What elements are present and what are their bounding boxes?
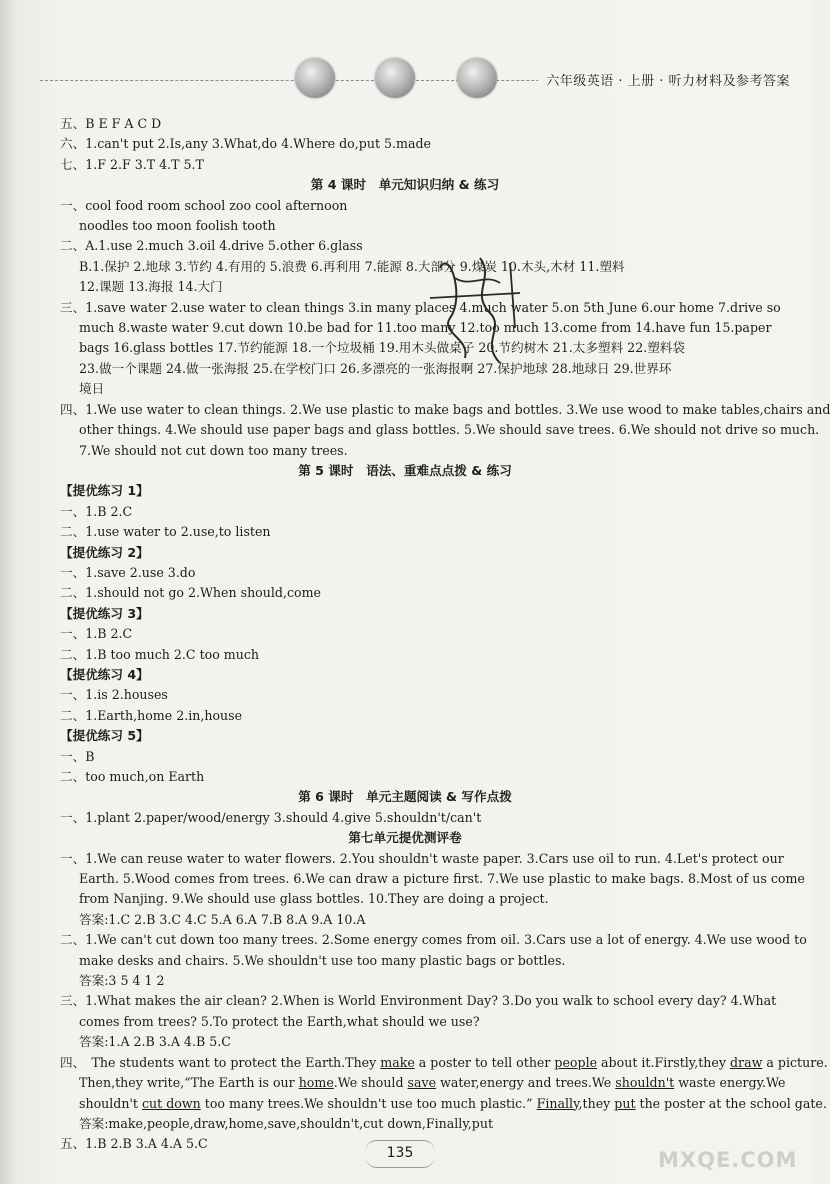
decorative-ornament-icon	[375, 58, 415, 98]
subsection-label: 【提优练习 4】	[60, 666, 149, 682]
text-line: 二、1.Earth,home 2.in,house	[60, 707, 243, 723]
underlined-answer: cut down	[142, 1095, 201, 1111]
text-line: 四、1.We use water to clean things. 2.We use plastic to make bags and bottles. 3.We use wood to make tables,chairs and	[60, 401, 830, 417]
passage-text: about it.Firstly,they	[597, 1054, 730, 1070]
passage-text: Then,they write,“The Earth is our	[79, 1075, 299, 1091]
page-number: 135	[386, 1145, 414, 1161]
decorative-ornament-icon	[457, 58, 497, 98]
text-line: 境日	[79, 381, 105, 397]
passage-text: .We should	[333, 1075, 408, 1091]
passage-text: too many trees.We shouldn't use too much plastic.”	[200, 1095, 537, 1111]
text-line: 二、1.B too much 2.C too much	[60, 646, 260, 662]
section-heading: 第 4 课时 单元知识归纳 & 练习	[310, 177, 500, 193]
text-line: make desks and chairs. 5.We shouldn't use too many plastic bags or bottles.	[79, 952, 566, 968]
passage-text: shouldn't	[79, 1095, 142, 1111]
passage-line	[60, 1094, 827, 1114]
underlined-answer: save	[407, 1075, 437, 1091]
underlined-answer: people	[554, 1054, 598, 1070]
passage-text: 四、 The students want to protect the Earth.They	[60, 1054, 381, 1070]
passage-text: waste energy.We	[674, 1075, 786, 1091]
underlined-answer: put	[614, 1095, 636, 1111]
text-line: 12.课题 13.海报 14.大门	[79, 279, 223, 295]
text-line: 六、1.can't put 2.Is,any 3.What,do 4.Where do,put 5.made	[60, 136, 431, 152]
passage-text: the poster at the school gate.	[635, 1095, 827, 1111]
text-line: other things. 4.We should use paper bags and glass bottles. 5.We should save trees. 6.We should not drive so much.	[79, 422, 820, 438]
text-line: 7.We should not cut down too many trees.	[79, 442, 348, 458]
text-line: 一、1.plant 2.paper/wood/energy 3.should 4.give 5.shouldn't/can't	[60, 809, 482, 825]
text-line: 三、1.save water 2.use water to clean things 3.in many places 4.much water 5.on 5th June 6.our home 7.drive so	[60, 299, 781, 315]
text-line: 二、too much,on Earth	[60, 769, 205, 784]
text-line: 一、1.We can reuse water to water flowers. 2.You shouldn't waste paper. 3.Cars use oil to run. 4.Let's protect our	[60, 850, 784, 866]
text-line: 23.做一个课题 24.做一张海报 25.在学校门口 26.多漂亮的一张海报啊 27.保护地球 28.地球日 29.世界环	[79, 360, 672, 376]
subsection-label: 【提优练习 2】	[60, 544, 149, 560]
answer-content	[60, 114, 830, 1155]
answer-line: 答案:make,people,draw,home,save,shouldn't,cut down,Finally,put	[79, 1115, 493, 1131]
text-line: bags 16.glass bottles 17.节约能源 18.一个垃圾桶 19.用木头做桌子 20.节约树木 21.太多塑料 22.塑料袋	[79, 340, 685, 356]
section-heading: 第 6 课时 单元主题阅读 & 写作点拨	[298, 789, 512, 805]
text-line: 二、A.1.use 2.much 3.oil 4.drive 5.other 6.glass	[60, 238, 363, 254]
passage-line	[60, 1073, 786, 1093]
text-line: 一、1.B 2.C	[60, 626, 133, 642]
text-line: 三、1.What makes the air clean? 2.When is World Environment Day? 3.Do you walk to school every day? 4.What	[60, 993, 777, 1009]
text-line: 二、1.should not go 2.When should,come	[60, 585, 321, 601]
underlined-answer: Finally	[536, 1095, 579, 1111]
section-heading: 第 5 课时 语法、重难点点拨 & 练习	[298, 462, 512, 478]
decorative-ornament-icon	[295, 58, 335, 98]
text-line: 一、cool food room school zoo cool afternoon	[60, 197, 348, 213]
text-line: comes from trees? 5.To protect the Earth,what should we use?	[79, 1013, 480, 1029]
underlined-answer: draw	[730, 1054, 763, 1070]
text-line: B.1.保护 2.地球 3.节约 4.有用的 5.浪费 6.再利用 7.能源 8.大部分 9.煤炭 10.木头,木材 11.塑料	[79, 258, 625, 274]
header-title: 六年级英语 · 上册 · 听力材料及参考答案	[538, 70, 790, 89]
passage-text: a picture.	[762, 1054, 828, 1070]
text-line: 五、B E F A C D	[60, 116, 162, 131]
text-line: 一、B	[60, 748, 95, 764]
passage-line	[60, 1053, 828, 1073]
subsection-label: 【提优练习 1】	[60, 483, 149, 499]
text-line: Earth. 5.Wood comes from trees. 6.We can draw a picture first. 7.We use plastic to make bags. 8.Most of us come	[79, 871, 805, 887]
text-line: 七、1.F 2.F 3.T 4.T 5.T	[60, 156, 204, 172]
watermark-text: MXQE.COM	[658, 1148, 798, 1172]
text-line: 二、1.We can't cut down too many trees. 2.Some energy comes from oil. 3.Cars use a lot of energy. 4.We use wood to	[60, 932, 807, 948]
underlined-answer: home	[298, 1075, 334, 1091]
text-line: noodles too moon foolish tooth	[79, 218, 276, 234]
passage-text: water,energy and trees.We	[436, 1075, 616, 1091]
text-line: much 8.waste water 9.cut down 10.be bad for 11.too many 12.too much 13.come from 14.have fun 15.paper	[79, 320, 772, 336]
section-heading: 第七单元提优测评卷	[348, 830, 462, 846]
text-line: from Nanjing. 9.We should use glass bottles. 10.They are doing a project.	[79, 891, 549, 907]
text-line: 一、1.is 2.houses	[60, 687, 168, 703]
text-line: 一、1.save 2.use 3.do	[60, 564, 196, 580]
subsection-label: 【提优练习 5】	[60, 728, 149, 744]
header-decorations	[295, 58, 555, 102]
text-line: 五、1.B 2.B 3.A 4.A 5.C	[60, 1136, 208, 1152]
answer-line: 答案:1.A 2.B 3.A 4.B 5.C	[79, 1034, 231, 1050]
answer-line: 答案:1.C 2.B 3.C 4.C 5.A 6.A 7.B 8.A 9.A 10.A	[79, 911, 366, 927]
watermark	[658, 1082, 798, 1172]
passage-text: a poster to tell other	[414, 1054, 555, 1070]
underlined-answer: shouldn't	[615, 1075, 675, 1091]
answer-line: 答案:3 5 4 1 2	[79, 973, 165, 989]
page-header	[40, 62, 790, 98]
underlined-answer: make	[380, 1054, 415, 1070]
text-line: 一、1.B 2.C	[60, 503, 133, 519]
subsection-label: 【提优练习 3】	[60, 605, 149, 621]
text-line: 二、1.use water to 2.use,to listen	[60, 524, 271, 540]
passage-text: ,they	[578, 1095, 615, 1111]
